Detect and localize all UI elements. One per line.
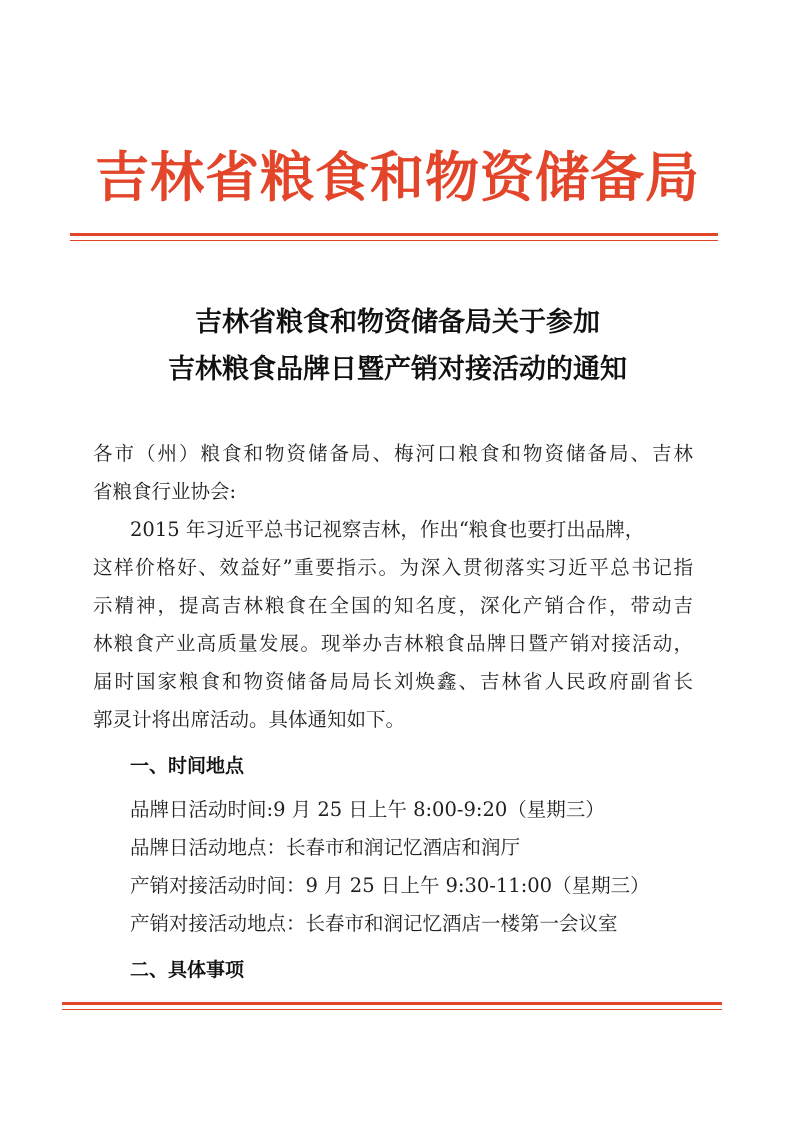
section-1-item-4: 产销对接活动地点：长春市和润记忆酒店一楼第一会议室 bbox=[130, 912, 618, 935]
section-1-heading: 一、时间地点 bbox=[130, 755, 245, 777]
section-1-item-1: 品牌日活动时间:9 月 25 日上午 8:00-9:20（星期三） bbox=[130, 798, 605, 821]
section-2-heading: 二、具体事项 bbox=[130, 959, 245, 981]
body-line-6: 郭灵计将出席活动。具体通知如下。 bbox=[93, 708, 406, 731]
section-1-item-3: 产销对接活动时间：9 月 25 日上午 9:30-11:00（星期三） bbox=[130, 874, 650, 897]
addressee-line-2: 省粮食行业协会: bbox=[93, 480, 237, 503]
masthead-rule-thin bbox=[70, 240, 718, 241]
body-line-3: 示精神，提高吉林粮食在全国的知名度，深化产销合作，带动吉 bbox=[93, 594, 693, 617]
masthead-title: 吉林省粮食和物资储备局 bbox=[95, 146, 700, 209]
body-line-2: 这样价格好、效益好”重要指示。为深入贯彻落实习近平总书记指 bbox=[93, 556, 693, 579]
footer-rule-thick bbox=[62, 1002, 722, 1005]
section-1-item-2: 品牌日活动地点：长春市和润记忆酒店和润厅 bbox=[130, 836, 521, 859]
body-line-5: 届时国家粮食和物资储备局局长刘焕鑫、吉林省人民政府副省长 bbox=[93, 670, 693, 693]
notice-title-line-2: 吉林粮食品牌日暨产销对接活动的通知 bbox=[168, 354, 627, 385]
addressee-line-1: 各市（州）粮食和物资储备局、梅河口粮食和物资储备局、吉林 bbox=[93, 442, 693, 465]
body-line-4: 林粮食产业高质量发展。现举办吉林粮食品牌日暨产销对接活动， bbox=[93, 632, 693, 655]
masthead-rule-thick bbox=[70, 233, 718, 236]
notice-title-line-1: 吉林省粮食和物资储备局关于参加 bbox=[195, 307, 600, 338]
body-line-1: 2015 年习近平总书记视察吉林，作出“粮食也要打出品牌， bbox=[130, 518, 645, 541]
footer-rule-thin bbox=[62, 1009, 722, 1010]
